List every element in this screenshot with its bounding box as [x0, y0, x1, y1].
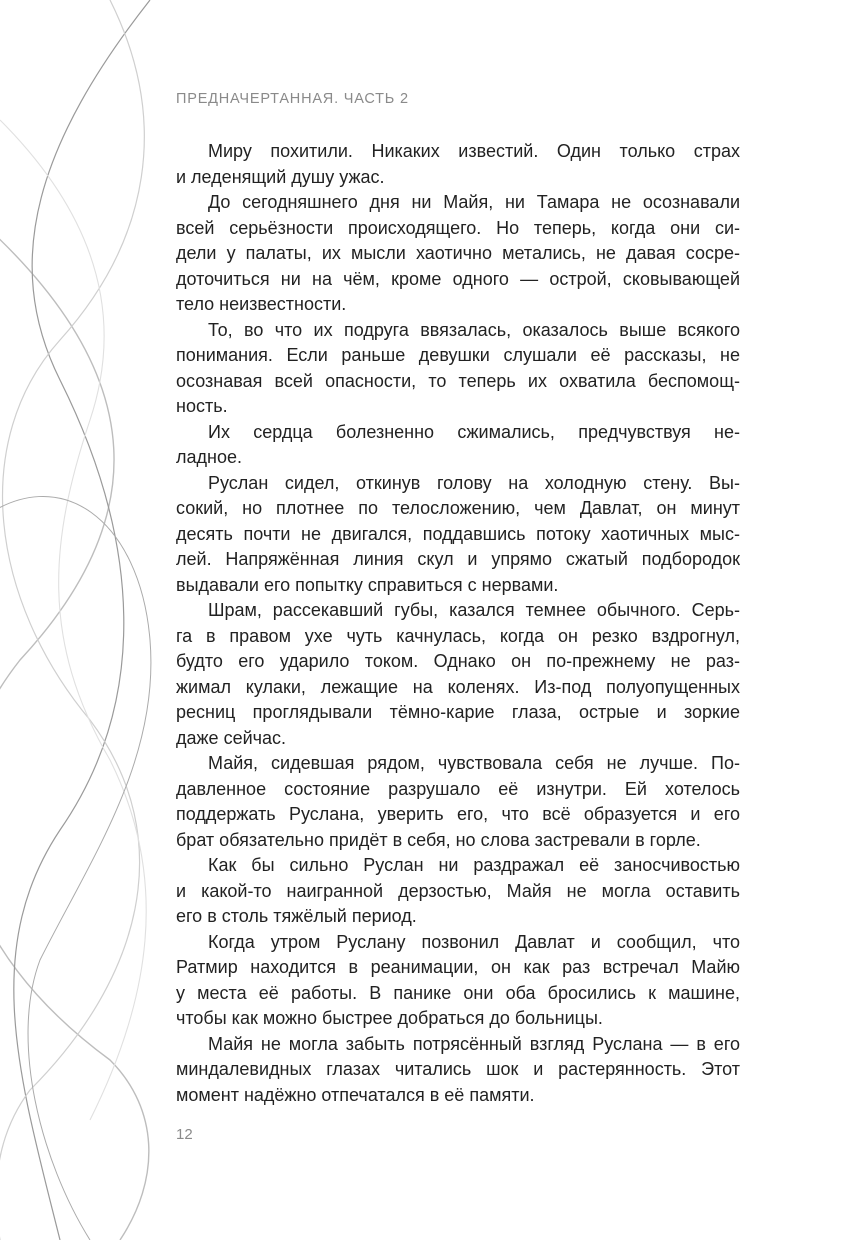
text-line: поддержать Руслана, уверить его, что всё образуется и его	[176, 804, 740, 824]
text-line: Как бы сильно Руслан ни раздражал её заносчивостью	[208, 855, 740, 875]
text-line: га в правом ухе чуть качнулась, когда он резко вздрогнул,	[176, 625, 740, 646]
text-line: Миру похитили. Никаких известий. Один только страх	[208, 141, 740, 161]
text-line: Их сердца болезненно сжимались, предчувствуя не-	[208, 421, 740, 442]
text-line: лей. Напряжённая линия скул и упрямо сжатый подбородок	[176, 549, 740, 569]
text-line: выдавали его попытку справиться с нервами.	[176, 574, 559, 595]
text-line: Когда утром Руслану позвонил Давлат и сообщил, что	[208, 931, 740, 952]
text-line: момент надёжно отпечатался в её памяти.	[176, 1084, 535, 1105]
text-line: даже сейчас.	[176, 727, 287, 748]
text-line: Майя не могла забыть потрясённый взгляд Руслана — в его	[208, 1033, 740, 1054]
text-line: и леденящий душу ужас.	[176, 166, 385, 187]
running-header: ПРЕДНАЧЕРТАННАЯ. ЧАСТЬ 2	[176, 91, 409, 107]
text-line: дели у палаты, их мысли хаотично метались, не давая сосре-	[176, 243, 740, 263]
text-line: сокий, но плотнее по телосложению, чем Давлат, он минут	[176, 498, 740, 518]
text-line: Шрам, рассекавший губы, казался темнее обычного. Серь-	[208, 600, 740, 620]
text-line: понимания. Если раньше девушки слушали её рассказы, не	[176, 345, 740, 365]
text-line: осознавая всей опасности, то теперь их охватила беспомощ-	[176, 370, 740, 391]
text-line: брат обязательно придёт в себя, но слова застревали в горле.	[176, 829, 701, 850]
text-line: десять почти не двигался, поддавшись потоку хаотичных мыс-	[176, 523, 740, 544]
text-line: будто его ударило током. Однако он по-прежнему не раз-	[176, 651, 740, 671]
text-line: тело неизвестности.	[176, 294, 347, 314]
text-line: жимал кулаки, лежащие на коленях. Из-под полуопущенных	[176, 676, 740, 697]
text-line: и какой-то наигранной дерзостью, Майя не могла оставить	[176, 880, 740, 901]
text-line: давленное состояние разрушало её изнутри. Ей хотелось	[176, 778, 740, 799]
text-line: Майя, сидевшая рядом, чувствовала себя не лучше. По-	[208, 753, 740, 773]
text-line: То, во что их подруга ввязалась, оказалось выше всякого	[208, 319, 740, 340]
text-line: чтобы как можно быстрее добраться до больницы.	[176, 1008, 603, 1028]
text-line: До сегодняшнего дня ни Майя, ни Тамара не осознавали	[208, 192, 740, 212]
text-line: ность.	[176, 396, 228, 416]
page-number: 12	[176, 1126, 193, 1143]
text-line: у места её работы. В панике они оба бросились к машине,	[176, 982, 740, 1003]
text-line: миндалевидных глазах читались шок и растерянность. Этот	[176, 1059, 740, 1079]
text-line: Руслан сидел, откинув голову на холодную стену. Вы-	[208, 472, 740, 493]
text-line: Ратмир находится в реанимации, он как раз встречал Майю	[176, 957, 740, 977]
text-line: ресниц проглядывали тёмно-карие глаза, острые и зоркие	[176, 702, 740, 722]
text-line: ладное.	[176, 447, 242, 467]
text-line: всей серьёзности происходящего. Но теперь, когда они си-	[176, 217, 740, 238]
body-text	[176, 139, 740, 1108]
text-line: его в столь тяжёлый период.	[176, 906, 417, 926]
text-line: доточиться ни на чём, кроме одного — острой, сковывающей	[176, 268, 740, 289]
